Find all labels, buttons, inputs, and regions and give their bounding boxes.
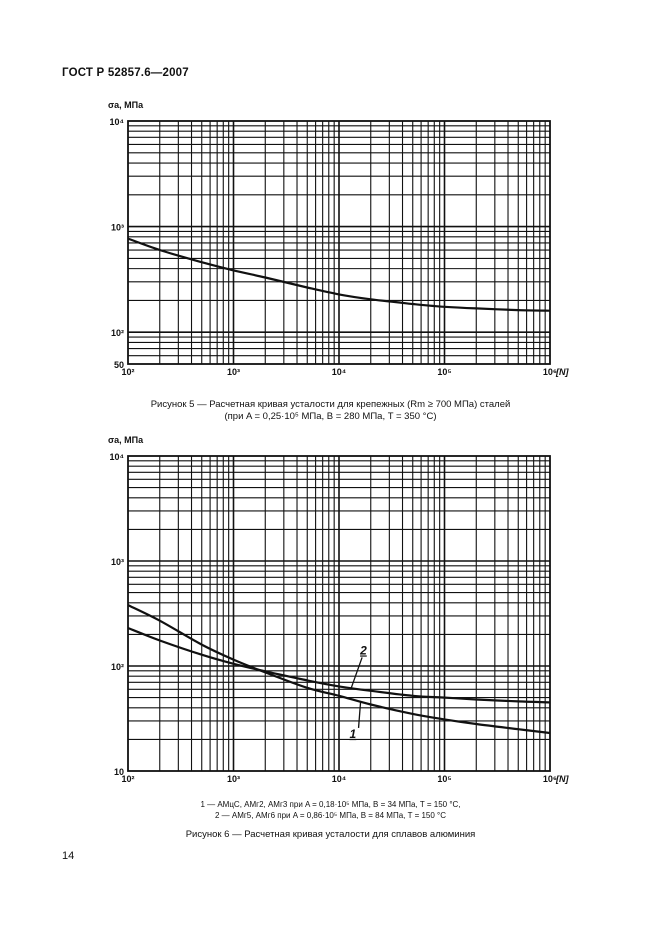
y-tick-label: 10⁴ xyxy=(109,452,124,462)
figure6-legend-line1: 1 — АМцС, АМг2, АМг3 при A = 0,18·10⁵ МПа, B = 34 МПа, T = 150 °C, xyxy=(200,800,461,809)
y-tick-label: 10³ xyxy=(110,557,124,567)
y-tick-label: 10 xyxy=(113,767,124,777)
y-tick-label: 10² xyxy=(110,662,124,672)
x-tick-label: 10⁶ xyxy=(542,367,558,377)
x-tick-label: 10⁶ xyxy=(542,774,558,784)
x-tick-label: 10⁵ xyxy=(437,774,452,784)
y-tick-label: 10³ xyxy=(110,222,124,233)
x-axis-label: [N] xyxy=(556,774,569,784)
curve-label-2: 2 xyxy=(360,643,367,658)
curve-label-1-leader xyxy=(359,702,361,728)
curve-label-2-leader xyxy=(351,657,362,688)
x-tick-label: 10⁴ xyxy=(331,367,347,377)
x-axis-label: [N] xyxy=(556,367,569,377)
x-tick-label: 10² xyxy=(121,774,135,784)
curve-label-1: 1 xyxy=(349,726,357,741)
x-tick-label: 10² xyxy=(121,367,135,377)
y-tick-label: 50 xyxy=(113,360,124,370)
x-tick-label: 10³ xyxy=(226,774,241,784)
x-tick-label: 10⁴ xyxy=(331,774,347,784)
x-tick-label: 10³ xyxy=(226,367,241,377)
x-tick-label: 10⁵ xyxy=(437,367,452,377)
figure5-caption-line1: Рисунок 5 — Расчетная кривая усталости для крепежных (Rm ≥ 700 МПа) сталей xyxy=(150,399,511,410)
y-tick-label: 10² xyxy=(110,328,124,339)
figure6-caption: Рисунок 6 — Расчетная кривая усталости для сплавов алюминия xyxy=(185,829,476,840)
figure6-legend-line2: 2 — АМг5, АМг6 при A = 0,86·10⁵ МПа, B = 84 МПа, T = 150 °C xyxy=(214,811,447,820)
y-axis-label: σa, МПа xyxy=(108,100,144,110)
figure5-caption-line2: (при A = 0,25·10⁵ МПа, B = 280 МПа, T = 350 °C) xyxy=(224,411,437,422)
page-number: 14 xyxy=(62,850,75,862)
document-header: ГОСТ Р 52857.6—2007 xyxy=(62,67,189,79)
y-axis-label: σa, МПа xyxy=(108,435,144,445)
y-tick-label: 10⁴ xyxy=(109,117,124,127)
